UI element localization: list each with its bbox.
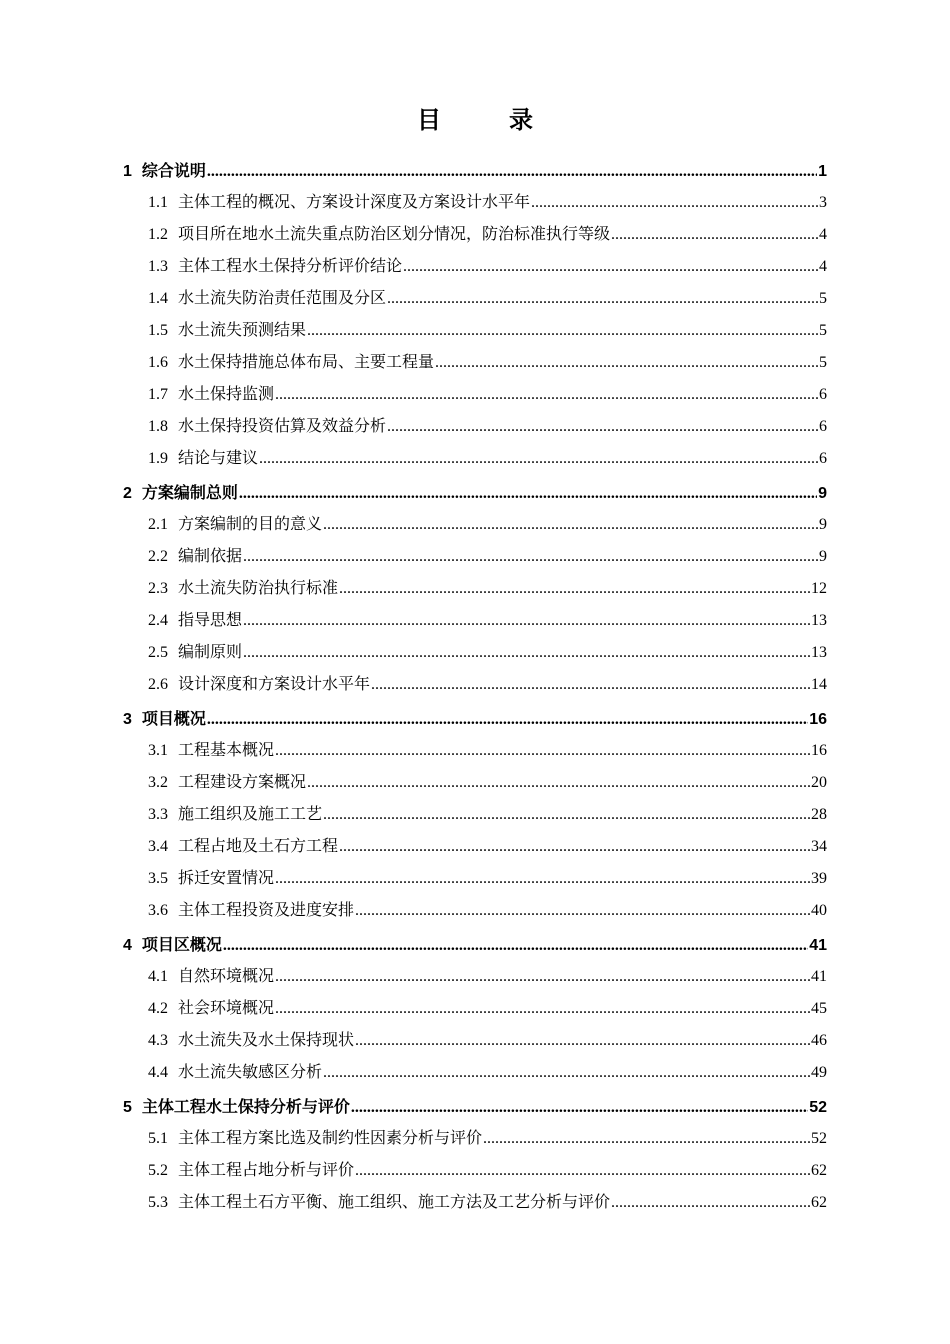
toc-entry-number: 2.3 (148, 580, 168, 597)
toc-dot-leader (275, 993, 810, 1025)
page-title: 目 录 (417, 106, 555, 134)
toc-section-entry[interactable] (123, 1122, 827, 1154)
toc-dot-leader (355, 1155, 810, 1187)
toc-entry-number: 3 (123, 711, 132, 728)
toc-section-entry[interactable] (123, 442, 827, 474)
toc-section-entry[interactable] (123, 1154, 827, 1186)
toc-entry-number: 1.3 (148, 258, 168, 275)
toc-entry-number: 1 (123, 163, 132, 180)
toc-entry-title: 综合说明 (141, 161, 206, 180)
toc-entry-title: 水土保持投资估算及效益分析 (178, 416, 387, 435)
toc-entry-title: 水土流失防治执行标准 (178, 578, 339, 597)
toc-dot-leader (387, 283, 818, 315)
toc-entry-title: 主体工程占地分析与评价 (178, 1160, 355, 1179)
toc-entry-number: 4.1 (148, 968, 168, 985)
toc-entry-title: 主体工程投资及进度安排 (178, 900, 355, 919)
toc-chapter-entry[interactable] (123, 155, 827, 186)
toc-entry-number: 4.3 (148, 1032, 168, 1049)
toc-dot-leader (275, 379, 818, 411)
toc-dot-leader (275, 961, 810, 993)
toc-entry-title: 水土流失预测结果 (178, 320, 307, 339)
toc-dot-leader (323, 799, 810, 831)
toc-entry-number: 1.8 (148, 418, 168, 435)
toc-dot-leader (243, 637, 810, 669)
toc-section-entry[interactable] (123, 250, 827, 282)
toc-entry-page-number: 28 (811, 806, 827, 823)
toc-dot-leader (339, 573, 810, 605)
toc-section-entry[interactable] (123, 1056, 827, 1088)
toc-entry-page-number: 34 (811, 838, 827, 855)
toc-dot-leader (243, 605, 810, 637)
toc-entry-number: 4.2 (148, 1000, 168, 1017)
toc-section-entry[interactable] (123, 830, 827, 862)
toc-dot-leader (355, 1025, 810, 1057)
toc-entry-page-number: 13 (811, 612, 827, 629)
toc-section-entry[interactable] (123, 282, 827, 314)
toc-dot-leader (275, 863, 810, 895)
toc-entry-page-number: 4 (819, 226, 827, 243)
toc-section-entry[interactable] (123, 668, 827, 700)
toc-entry-page-number: 16 (811, 742, 827, 759)
toc-section-entry[interactable] (123, 186, 827, 218)
toc-entry-number: 1.4 (148, 290, 168, 307)
toc-dot-leader (387, 411, 818, 443)
toc-entry-number: 5.3 (148, 1194, 168, 1211)
toc-entry-title: 水土流失及水土保持现状 (178, 1030, 355, 1049)
toc-entry-page-number: 40 (811, 902, 827, 919)
toc-entry-number: 3.3 (148, 806, 168, 823)
toc-section-entry[interactable] (123, 862, 827, 894)
table-of-contents (123, 155, 827, 1218)
toc-entry-page-number: 5 (819, 322, 827, 339)
toc-entry-title: 项目所在地水土流失重点防治区划分情况，防治标准执行等级 (178, 224, 611, 243)
toc-chapter-entry[interactable] (123, 703, 827, 734)
toc-entry-number: 5.2 (148, 1162, 168, 1179)
toc-entry-title: 工程建设方案概况 (178, 772, 307, 791)
toc-section-entry[interactable] (123, 572, 827, 604)
toc-entry-page-number: 52 (811, 1130, 827, 1147)
toc-entry-page-number: 13 (811, 644, 827, 661)
toc-entry-page-number: 12 (811, 580, 827, 597)
toc-section-entry[interactable] (123, 798, 827, 830)
toc-section-entry[interactable] (123, 604, 827, 636)
toc-entry-page-number: 6 (819, 418, 827, 435)
toc-section-entry[interactable] (123, 314, 827, 346)
toc-dot-leader (371, 669, 810, 701)
toc-entry-title: 拆迁安置情况 (178, 868, 275, 887)
toc-entry-title: 方案编制的目的意义 (178, 514, 323, 533)
toc-section-entry[interactable] (123, 734, 827, 766)
toc-entry-number: 2 (123, 485, 132, 502)
toc-entry-title: 结论与建议 (178, 448, 259, 467)
toc-entry-number: 1.7 (148, 386, 168, 403)
toc-entry-number: 3.4 (148, 838, 168, 855)
toc-entry-title: 水土保持措施总体布局、主要工程量 (178, 352, 435, 371)
toc-entry-page-number: 62 (811, 1162, 827, 1179)
toc-entry-number: 1.9 (148, 450, 168, 467)
toc-section-entry[interactable] (123, 540, 827, 572)
toc-entry-title: 指导思想 (178, 610, 243, 629)
toc-entry-number: 4 (123, 937, 132, 954)
toc-dot-leader (531, 187, 818, 219)
toc-entry-number: 3.1 (148, 742, 168, 759)
toc-entry-number: 3.6 (148, 902, 168, 919)
toc-entry-number: 1.6 (148, 354, 168, 371)
toc-entry-number: 4.4 (148, 1064, 168, 1081)
toc-entry-title: 主体工程水土保持分析评价结论 (178, 256, 403, 275)
toc-entry-title: 自然环境概况 (178, 966, 275, 985)
toc-entry-title: 项目概况 (141, 709, 206, 728)
toc-entry-title: 编制依据 (178, 546, 243, 565)
toc-entry-title: 主体工程土石方平衡、施工组织、施工方法及工艺分析与评价 (178, 1192, 611, 1211)
toc-entry-page-number: 9 (818, 485, 827, 502)
toc-dot-leader (483, 1123, 810, 1155)
toc-section-entry[interactable] (123, 636, 827, 668)
toc-entry-page-number: 5 (819, 354, 827, 371)
toc-entry-page-number: 20 (811, 774, 827, 791)
toc-dot-leader (355, 895, 810, 927)
toc-entry-title: 工程基本概况 (178, 740, 275, 759)
toc-entry-title: 方案编制总则 (141, 483, 238, 502)
toc-dot-leader (259, 443, 818, 475)
toc-entry-page-number: 62 (811, 1194, 827, 1211)
toc-entry-number: 1.1 (148, 194, 168, 211)
toc-entry-page-number: 46 (811, 1032, 827, 1049)
toc-section-entry[interactable] (123, 1186, 827, 1218)
toc-section-entry[interactable] (123, 960, 827, 992)
toc-section-entry[interactable] (123, 508, 827, 540)
toc-dot-leader (275, 735, 810, 767)
toc-entry-title: 主体工程的概况、方案设计深度及方案设计水平年 (178, 192, 531, 211)
toc-entry-page-number: 41 (809, 937, 827, 954)
toc-section-entry[interactable] (123, 992, 827, 1024)
toc-entry-title: 主体工程水土保持分析与评价 (141, 1097, 350, 1116)
toc-entry-number: 1.5 (148, 322, 168, 339)
toc-entry-number: 2.6 (148, 676, 168, 693)
toc-entry-page-number: 6 (819, 386, 827, 403)
toc-entry-number: 2.5 (148, 644, 168, 661)
toc-entry-title: 水土流失敏感区分析 (178, 1062, 323, 1081)
toc-entry-page-number: 1 (818, 163, 827, 180)
toc-dot-leader (239, 478, 817, 509)
toc-section-entry[interactable] (123, 766, 827, 798)
toc-entry-page-number: 41 (811, 968, 827, 985)
toc-entry-page-number: 39 (811, 870, 827, 887)
toc-entry-page-number: 14 (811, 676, 827, 693)
toc-entry-page-number: 49 (811, 1064, 827, 1081)
toc-entry-title: 设计深度和方案设计水平年 (178, 674, 371, 693)
toc-section-entry[interactable] (123, 410, 827, 442)
toc-dot-leader (403, 251, 818, 283)
toc-entry-title: 工程占地及土石方工程 (178, 836, 339, 855)
toc-dot-leader (207, 156, 817, 187)
toc-dot-leader (223, 930, 808, 961)
toc-entry-page-number: 9 (819, 516, 827, 533)
toc-entry-number: 2.1 (148, 516, 168, 533)
toc-entry-number: 5.1 (148, 1130, 168, 1147)
toc-entry-title: 水土流失防治责任范围及分区 (178, 288, 387, 307)
toc-dot-leader (611, 1187, 810, 1219)
toc-entry-page-number: 3 (819, 194, 827, 211)
toc-dot-leader (207, 704, 808, 735)
toc-section-entry[interactable] (123, 1024, 827, 1056)
toc-chapter-entry[interactable] (123, 929, 827, 960)
toc-entry-page-number: 9 (819, 548, 827, 565)
toc-entry-number: 3.2 (148, 774, 168, 791)
toc-dot-leader (307, 315, 818, 347)
toc-chapter-entry[interactable] (123, 1091, 827, 1122)
toc-entry-number: 5 (123, 1099, 132, 1116)
toc-dot-leader (435, 347, 818, 379)
toc-entry-title: 社会环境概况 (178, 998, 275, 1017)
toc-dot-leader (351, 1092, 808, 1123)
toc-section-entry[interactable] (123, 894, 827, 926)
toc-entry-page-number: 45 (811, 1000, 827, 1017)
toc-entry-number: 3.5 (148, 870, 168, 887)
toc-section-entry[interactable] (123, 346, 827, 378)
toc-entry-title: 水土保持监测 (178, 384, 275, 403)
toc-dot-leader (243, 541, 818, 573)
toc-entry-title: 施工组织及施工工艺 (178, 804, 323, 823)
toc-entry-title: 项目区概况 (141, 935, 222, 954)
toc-entry-page-number: 6 (819, 450, 827, 467)
toc-dot-leader (307, 767, 810, 799)
toc-dot-leader (323, 1057, 810, 1089)
toc-section-entry[interactable] (123, 218, 827, 250)
toc-entry-page-number: 5 (819, 290, 827, 307)
toc-entry-page-number: 4 (819, 258, 827, 275)
toc-entry-number: 2.4 (148, 612, 168, 629)
toc-entry-number: 1.2 (148, 226, 168, 243)
toc-entry-title: 主体工程方案比选及制约性因素分析与评价 (178, 1128, 483, 1147)
toc-entry-number: 2.2 (148, 548, 168, 565)
toc-dot-leader (339, 831, 810, 863)
toc-chapter-entry[interactable] (123, 477, 827, 508)
toc-entry-title: 编制原则 (178, 642, 243, 661)
toc-dot-leader (611, 219, 818, 251)
toc-section-entry[interactable] (123, 378, 827, 410)
toc-dot-leader (323, 509, 818, 541)
toc-entry-page-number: 52 (809, 1099, 827, 1116)
toc-entry-page-number: 16 (809, 711, 827, 728)
